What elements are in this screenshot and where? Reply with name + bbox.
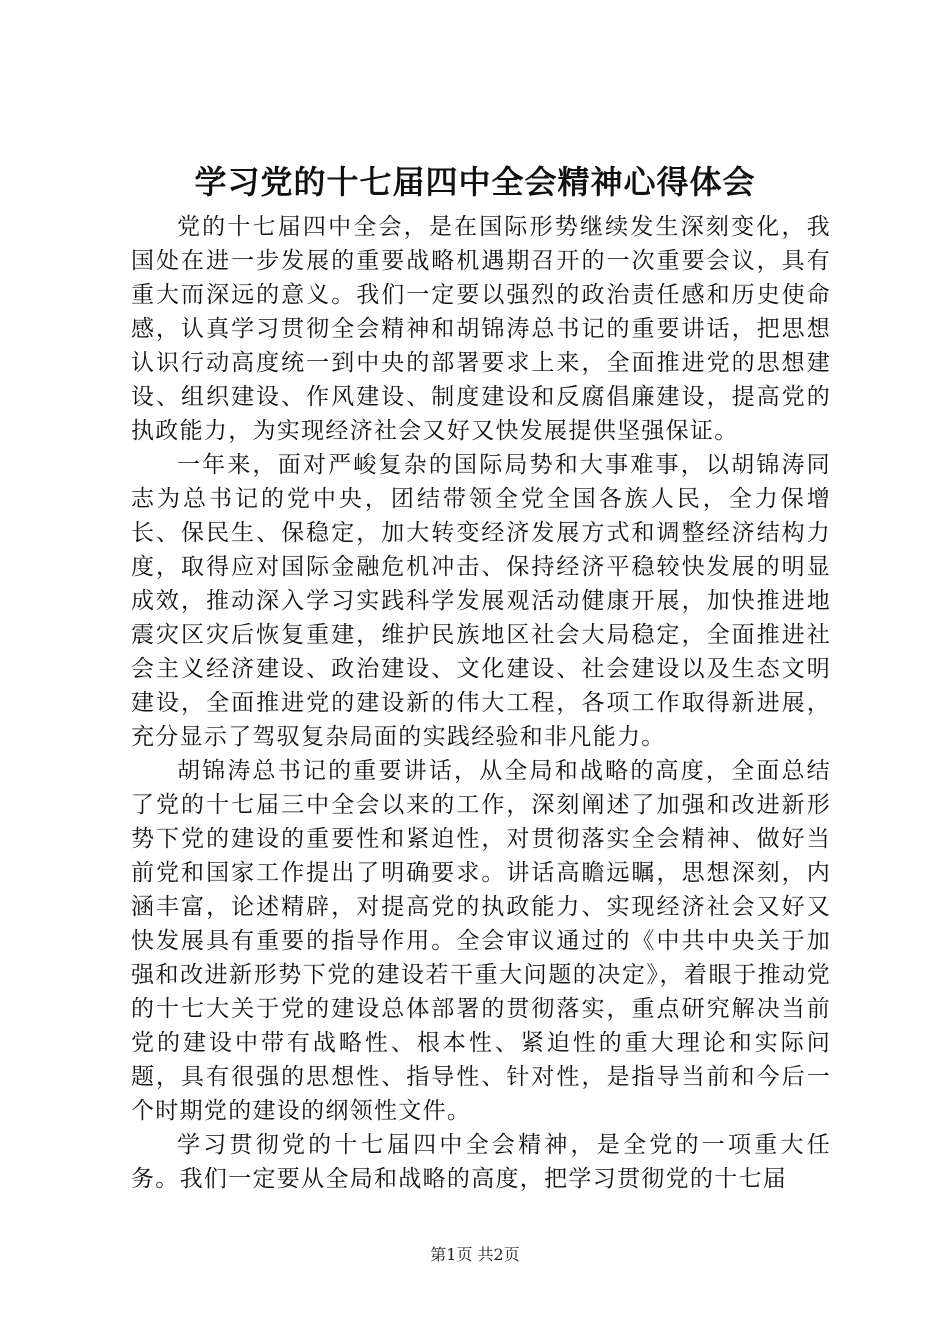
document-title: 学习党的十七届四中全会精神心得体会: [194, 163, 756, 201]
paragraph-2: 一年来，面对严峻复杂的国际局势和大事难事，以胡锦涛同志为总书记的党中央，团结带领全党全国各族人民，全力保增长、保民生、保稳定，加大转变经济发展方式和调整经济结构力度，取得应对国际金融危机冲击、保持经济平稳较快发展的明显成效，推动深入学习实践科学发展观活动健康开展，加快推进地震灾区灾后恢复重建，维护民族地区社会大局稳定，全面推进社会主义经济建设、政治建设、文化建设、社会建设以及生态文明建设，全面推进党的建设新的伟大工程，各项工作取得新进展，充分显示了驾驭复杂局面的实践经验和非凡能力。: [131, 452, 831, 750]
paragraph-3: 胡锦涛总书记的重要讲话，从全局和战略的高度，全面总结了党的十七届三中全会以来的工作，深刻阐述了加强和改进新形势下党的建设的重要性和紧迫性，对贯彻落实全会精神、做好当前党和国家工作提出了明确要求。讲话高瞻远瞩，思想深刻，内涵丰富，论述精辟，对提高党的执政能力、实现经济社会又好又快发展具有重要的指导作用。全会审议通过的《中共中央关于加强和改进新形势下党的建设若干重大问题的决定》，着眼于推动党的十七大关于党的建设总体部署的贯彻落实，重点研究解决当前党的建设中带有战略性、根本性、紧迫性的重大理论和实际问题，具有很强的思想性、指导性、针对性，是指导当前和今后一个时期党的建设的纲领性文件。: [131, 758, 831, 1124]
paragraph-1: 党的十七届四中全会，是在国际形势继续发生深刻变化，我国处在进一步发展的重要战略机遇期召开的一次重要会议，具有重大而深远的意义。我们一定要以强烈的政治责任感和历史使命感，认真学习贯彻全会精神和胡锦涛总书记的重要讲话，把思想认识行动高度统一到中央的部署要求上来，全面推进党的思想建设、组织建设、作风建设、制度建设和反腐倡廉建设，提高党的执政能力，为实现经济社会又好又快发展提供坚强保证。: [131, 214, 831, 444]
document-body: [131, 210, 831, 1196]
paragraph-4: 学习贯彻党的十七届四中全会精神，是全党的一项重大任务。我们一定要从全局和战略的高度，把学习贯彻党的十七届: [131, 1132, 831, 1192]
page-footer: 第1页 共2页: [430, 1245, 520, 1264]
